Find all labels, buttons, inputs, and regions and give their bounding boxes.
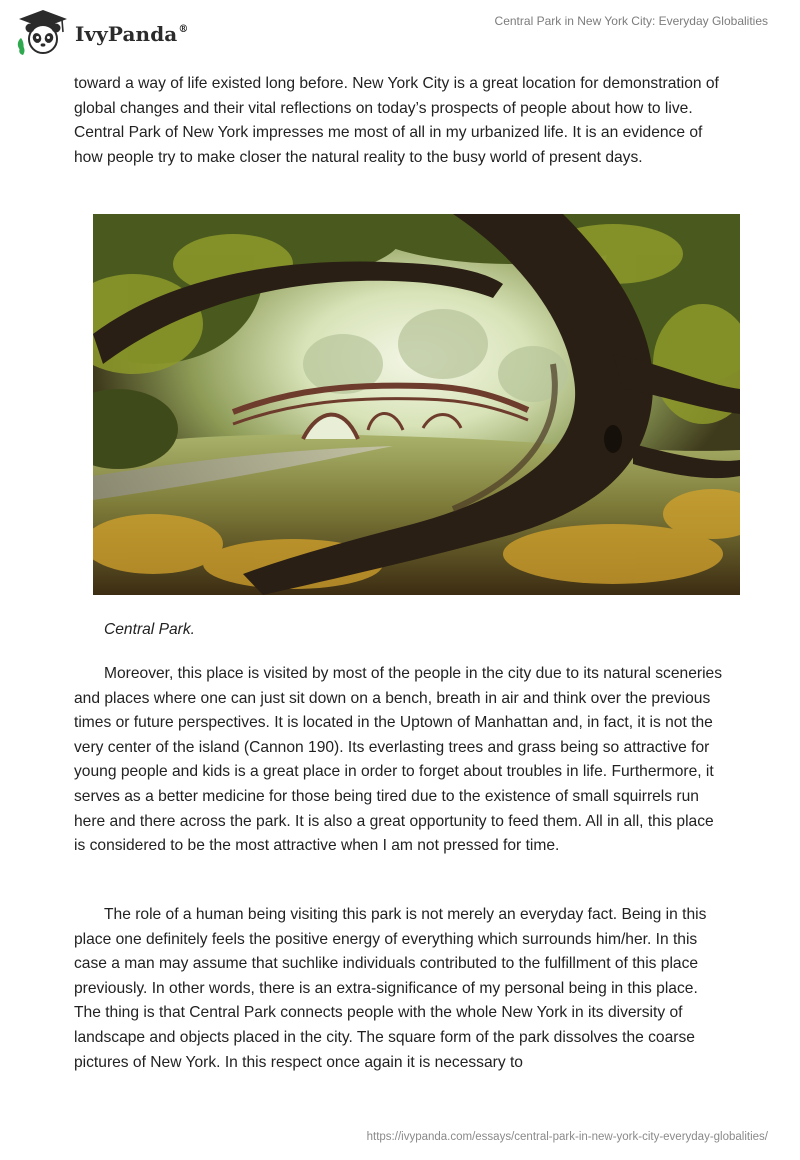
panda-graduate-icon	[15, 8, 71, 56]
figure-caption: Central Park.	[104, 621, 195, 638]
ivypanda-logo[interactable]	[15, 8, 188, 56]
document-title: Central Park in New York City: Everyday Globalities	[494, 14, 768, 28]
central-park-photo	[93, 214, 740, 595]
brand-name: IvyPanda®	[75, 22, 189, 46]
source-url-link[interactable]: https://ivypanda.com/essays/central-park-in-new-york-city-everyday-globalities/	[366, 1131, 768, 1143]
paragraph-1: toward a way of life existed long before. New York City is a great location for demonstration of global changes and their vital reflections on today’s prospects of people about how to live. Central Park of New York impresses me most of all in my urbanized life. It is an evidence of how people try to make closer the natural reality to the busy world of present days.	[74, 75, 719, 166]
photo-central-park-bridge-tree-icon	[93, 214, 740, 595]
paragraph-2: Moreover, this place is visited by most of the people in the city due to its natural sceneries and places where one can just sit down on a bench, breath in air and think over the previous times or future perspectives. It is located in the Uptown of Manhattan and, in fact, it is not the very center of the island (Cannon 190). Its everlasting trees and grass being so attractive for young people and kids is a great place in order to forget about troubles in life. Furthermore, it serves as a better medicine for those being tired due to the existence of small squirrels run here and there across the park. It is also a great opportunity to feed them. All in all, this place is considered to be the most attractive when I am not pressed for time.	[74, 665, 723, 855]
paragraph-3: The role of a human being visiting this park is not merely an everyday fact. Being in this place one definitely feels the positive energy of everything which surrounds him/her. In this case a man may assume that suchlike individuals contributed to the fulfillment of this place previously. In other words, there is an extra-significance of my personal being in this place. The thing is that Central Park connects people with the whole New York in its diversity of landscape and objects placed in the city. The square form of the park dissolves the coarse pictures of New York. In this respect once again it is necessary to	[74, 906, 707, 1071]
